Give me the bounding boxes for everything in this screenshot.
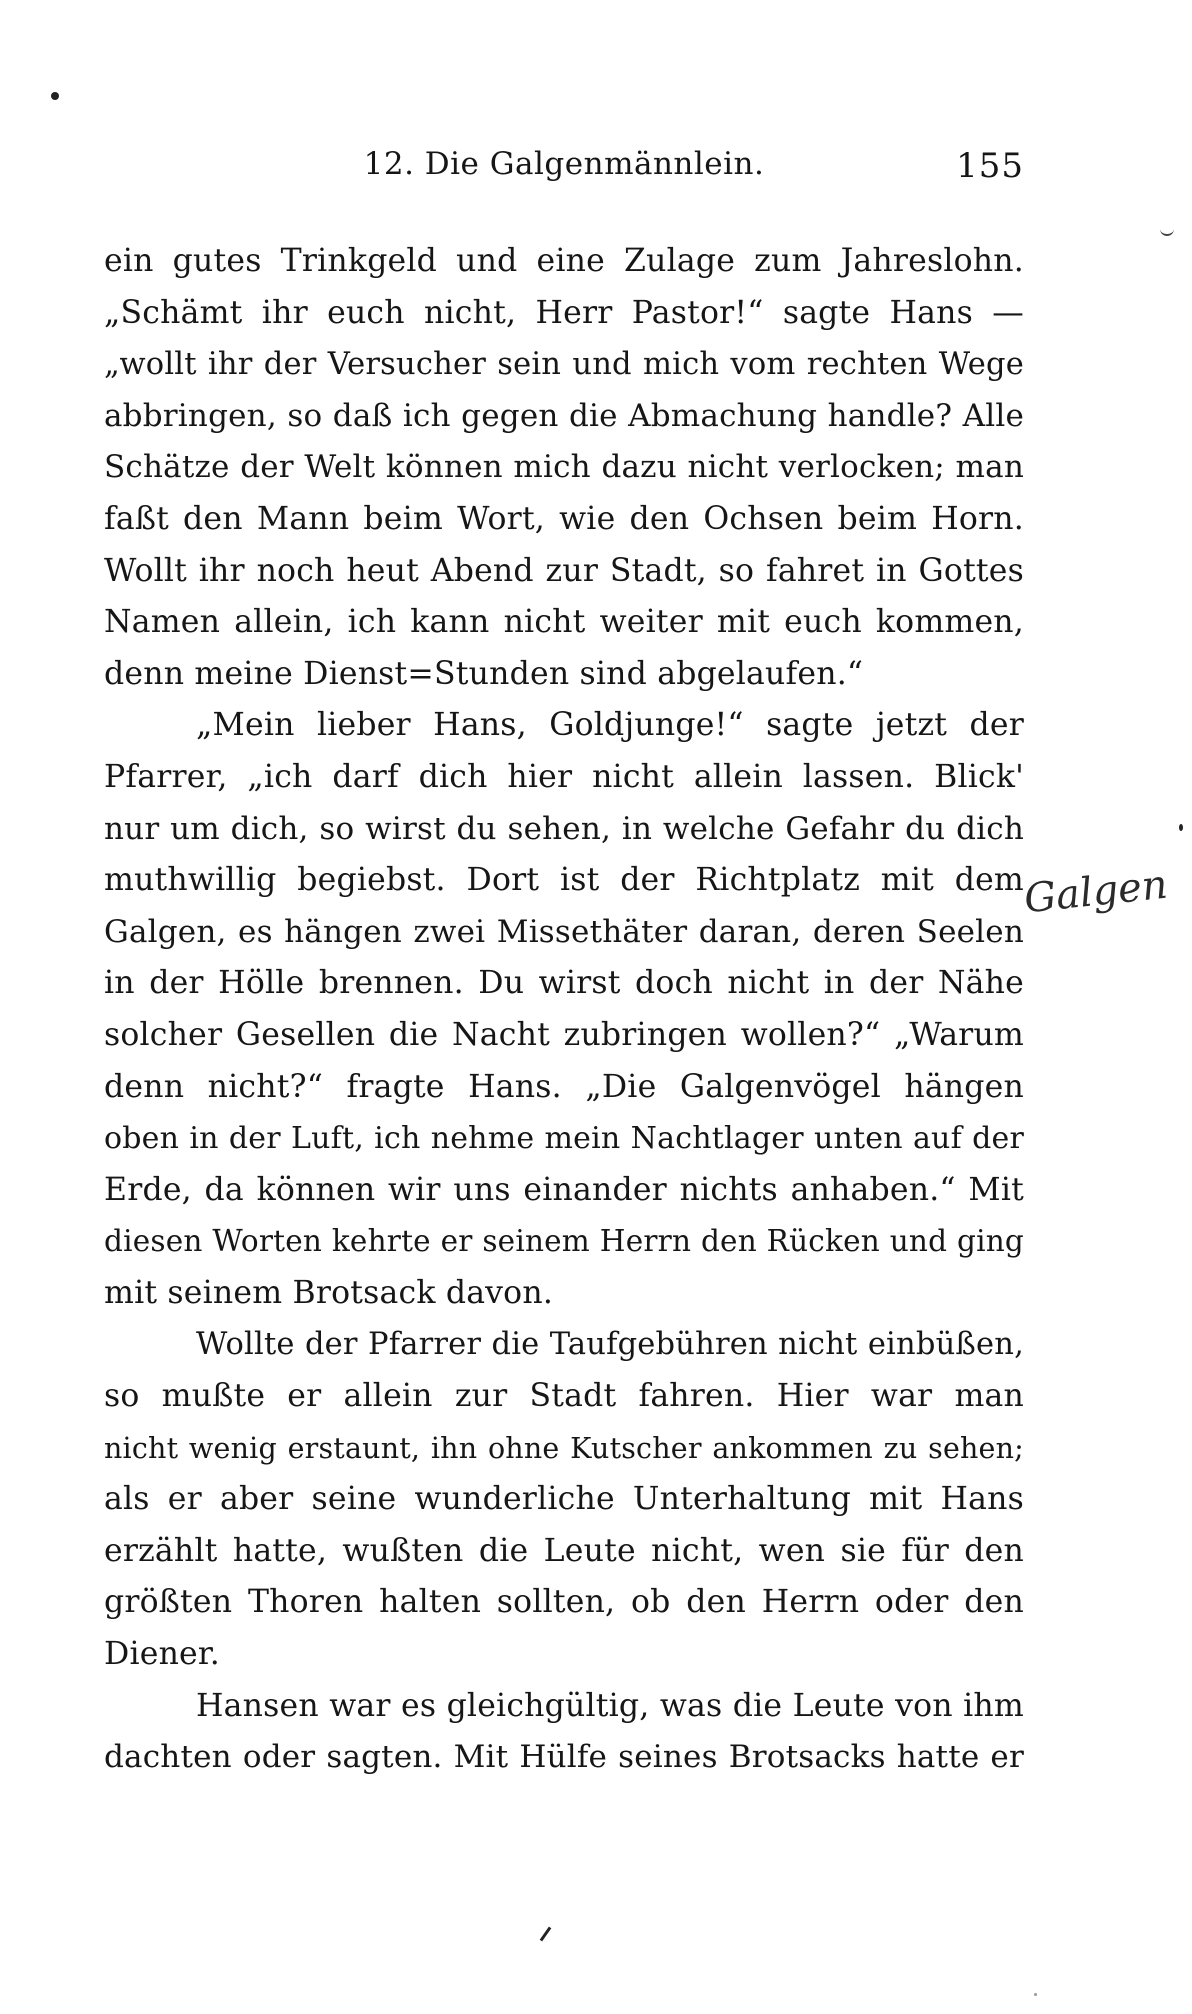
- text-line: oben in der Luft, ich nehme mein Nachtlager unten auf der: [104, 1121, 1024, 1157]
- text-line: nur um dich, so wirst du sehen, in welche Gefahr du dich: [104, 810, 1024, 847]
- ink-dot: [51, 92, 59, 100]
- text-line: solcher Gesellen die Nacht zubringen wollen?“ „Warum: [104, 1016, 1024, 1053]
- text-line: Galgen, es hängen zwei Missethäter daran, deren Seelen: [104, 913, 1024, 950]
- running-title: 12. Die Galgenmännlein.: [363, 146, 765, 182]
- ink-mark: [1160, 226, 1174, 236]
- text-line: Wollte der Pfarrer die Taufgebühren nicht einbüßen,: [196, 1327, 1024, 1363]
- text-line: größten Thoren halten sollten, ob den Herrn oder den: [104, 1584, 1024, 1621]
- text-line: „Schämt ihr euch nicht, Herr Pastor!“ sagte Hans —: [104, 294, 1024, 331]
- body-text: [104, 236, 1024, 1784]
- text-line: „Mein lieber Hans, Goldjunge!“ sagte jetzt der: [196, 707, 1024, 744]
- text-line: mit seinem Brotsack davon.: [104, 1274, 554, 1311]
- text-line: als er aber seine wunderliche Unterhaltung mit Hans: [104, 1481, 1024, 1518]
- text-line: Schätze der Welt können mich dazu nicht verlocken; man: [104, 449, 1024, 486]
- text-line: faßt den Mann beim Wort, wie den Ochsen beim Horn.: [104, 500, 1024, 537]
- page-number: 155: [956, 146, 1024, 186]
- text-line: in der Hölle brennen. Du wirst doch nicht in der Nähe: [104, 965, 1024, 1002]
- handwritten-margin-note: Galgen: [1021, 861, 1170, 923]
- text-line: nicht wenig erstaunt, ihn ohne Kutscher ankommen zu sehen;: [104, 1431, 1024, 1465]
- text-line: diesen Worten kehrte er seinem Herrn den Rücken und ging: [104, 1224, 1024, 1259]
- text-line: ein gutes Trinkgeld und eine Zulage zum Jahreslohn.: [104, 243, 1024, 279]
- text-line: muthwillig begiebst. Dort ist der Richtplatz mit dem: [104, 862, 1024, 899]
- text-line: denn nicht?“ fragte Hans. „Die Galgenvögel hängen: [104, 1068, 1024, 1105]
- text-line: Wollt ihr noch heut Abend zur Stadt, so fahret in Gottes: [104, 552, 1024, 589]
- text-line: dachten oder sagten. Mit Hülfe seines Brotsacks hatte er: [104, 1739, 1024, 1776]
- text-line: erzählt hatte, wußten die Leute nicht, wen sie für den: [104, 1532, 1024, 1569]
- text-line: Hansen war es gleichgültig, was die Leute von ihm: [196, 1687, 1024, 1724]
- text-line: denn meine Dienst=Stunden sind abgelaufen.“: [104, 655, 864, 692]
- text-line: Namen allein, ich kann nicht weiter mit euch kommen,: [104, 604, 1024, 641]
- text-line: Diener.: [104, 1636, 220, 1673]
- running-header: [104, 146, 1024, 196]
- text-line: „wollt ihr der Versucher sein und mich vom rechten Wege: [104, 347, 1024, 383]
- ink-dot: [1179, 824, 1183, 831]
- text-line: so mußte er allein zur Stadt fahren. Hier war man: [104, 1378, 1024, 1415]
- text-line: Erde, da können wir uns einander nichts anhaben.“ Mit: [104, 1171, 1024, 1208]
- ink-dot: [1034, 1993, 1037, 1996]
- text-line: Pfarrer, „ich darf dich hier nicht allein lassen. Blick': [104, 758, 1024, 795]
- text-line: abbringen, so daß ich gegen die Abmachung handle? Alle: [104, 397, 1024, 434]
- ink-mark: [540, 1927, 552, 1942]
